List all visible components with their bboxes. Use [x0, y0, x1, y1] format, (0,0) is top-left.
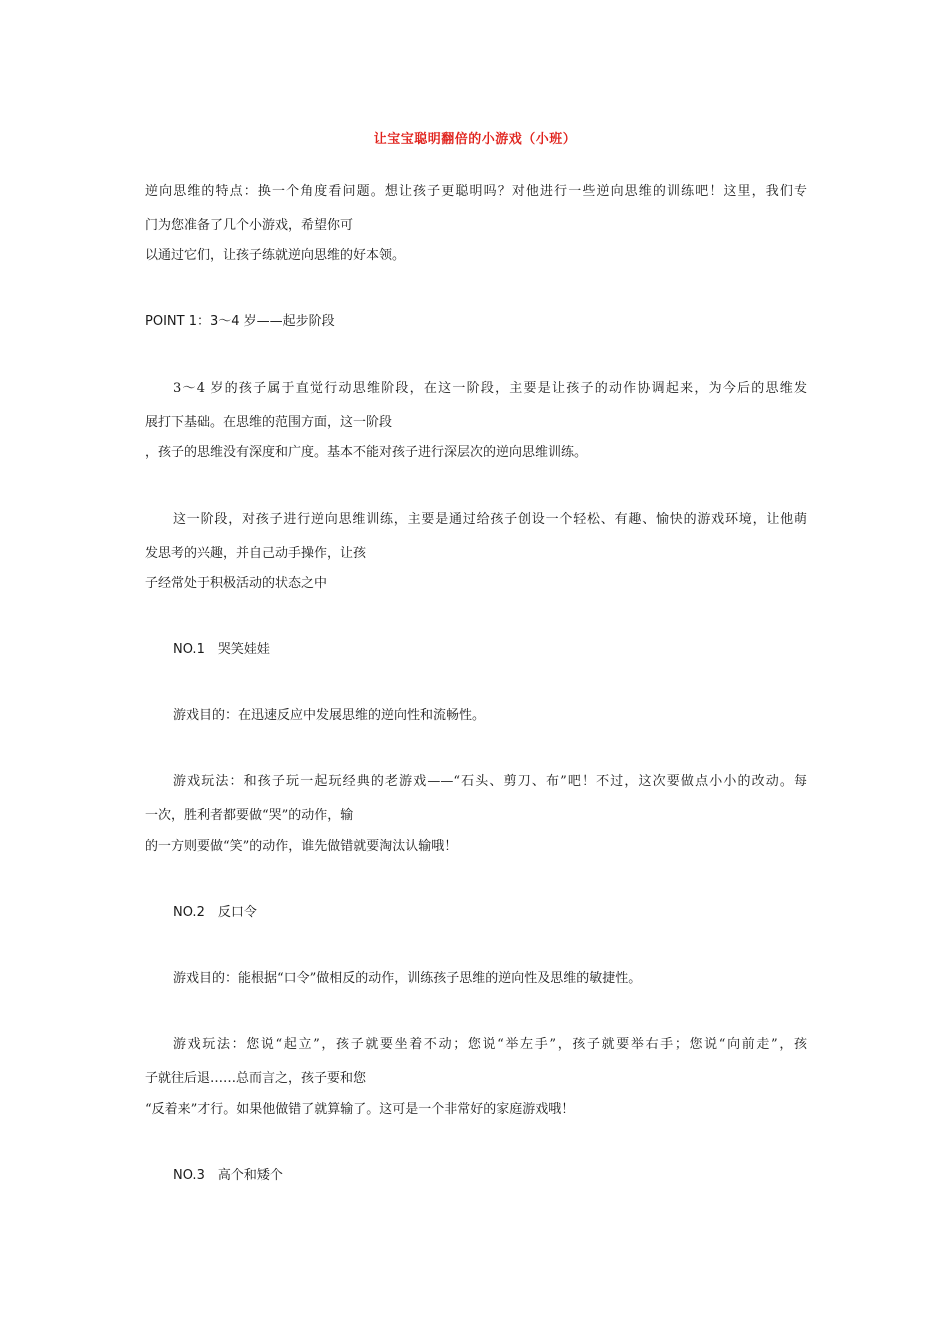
para2-line-1: 这一阶段，对孩子进行逆向思维训练，主要是通过给孩子创设一个轻松、有趣、愉快的游戏环境，让他萌 [173, 512, 807, 527]
para1-line-1: 3～4 岁的孩子属于直觉行动思维阶段，在这一阶段，主要是让孩子的动作协调起来，为今后的思维发 [173, 381, 807, 396]
intro-line-3: 以通过它们，让孩子练就逆向思维的好本领。 [145, 248, 406, 263]
game2-heading: NO.2 反口令 [173, 905, 257, 920]
game1-heading: NO.1 哭笑娃娃 [173, 642, 270, 657]
para2-line-2: 发思考的兴趣，并自己动手操作，让孩 [145, 546, 367, 561]
game2-goal: 游戏目的：能根据“口令”做相反的动作，训练孩子思维的逆向性及思维的敏捷性。 [173, 971, 642, 986]
para1-line-3: ，孩子的思维没有深度和广度。基本不能对孩子进行深层次的逆向思维训练。 [145, 445, 588, 460]
game2-play-line-3: “反着来”才行。如果他做错了就算输了。这可是一个非常好的家庭游戏哦！ [145, 1102, 575, 1117]
game1-play-line-1: 游戏玩法：和孩子玩一起玩经典的老游戏——“石头、剪刀、布”吧！不过，这次要做点小小的改动。每 [173, 774, 807, 789]
game1-goal: 游戏目的：在迅速反应中发展思维的逆向性和流畅性。 [173, 708, 486, 723]
game2-play-line-1: 游戏玩法：您说“起立”，孩子就要坐着不动；您说“举左手”，孩子就要举右手；您说“向前走”，孩 [173, 1037, 807, 1052]
game1-play-line-2: 一次，胜利者都要做“哭”的动作，输 [145, 808, 354, 823]
point1-heading: POINT 1：3～4 岁——起步阶段 [145, 314, 335, 329]
game1-play-line-3: 的一方则要做“笑”的动作，谁先做错就要淘汰认输哦！ [145, 839, 458, 854]
intro-line-1: 逆向思维的特点：换一个角度看问题。想让孩子更聪明吗？对他进行一些逆向思维的训练吧！这里，我们专 [145, 184, 807, 199]
intro-line-2: 门为您准备了几个小游戏，希望你可 [145, 218, 354, 233]
para2-line-3: 子经常处于积极活动的状态之中 [145, 576, 328, 591]
game3-heading: NO.3 高个和矮个 [173, 1168, 283, 1183]
para1-line-2: 展打下基础。在思维的范围方面，这一阶段 [145, 415, 393, 430]
game2-play-line-2: 子就往后退……总而言之，孩子要和您 [145, 1071, 367, 1086]
document-title: 让宝宝聪明翻倍的小游戏（小班） [373, 132, 577, 147]
